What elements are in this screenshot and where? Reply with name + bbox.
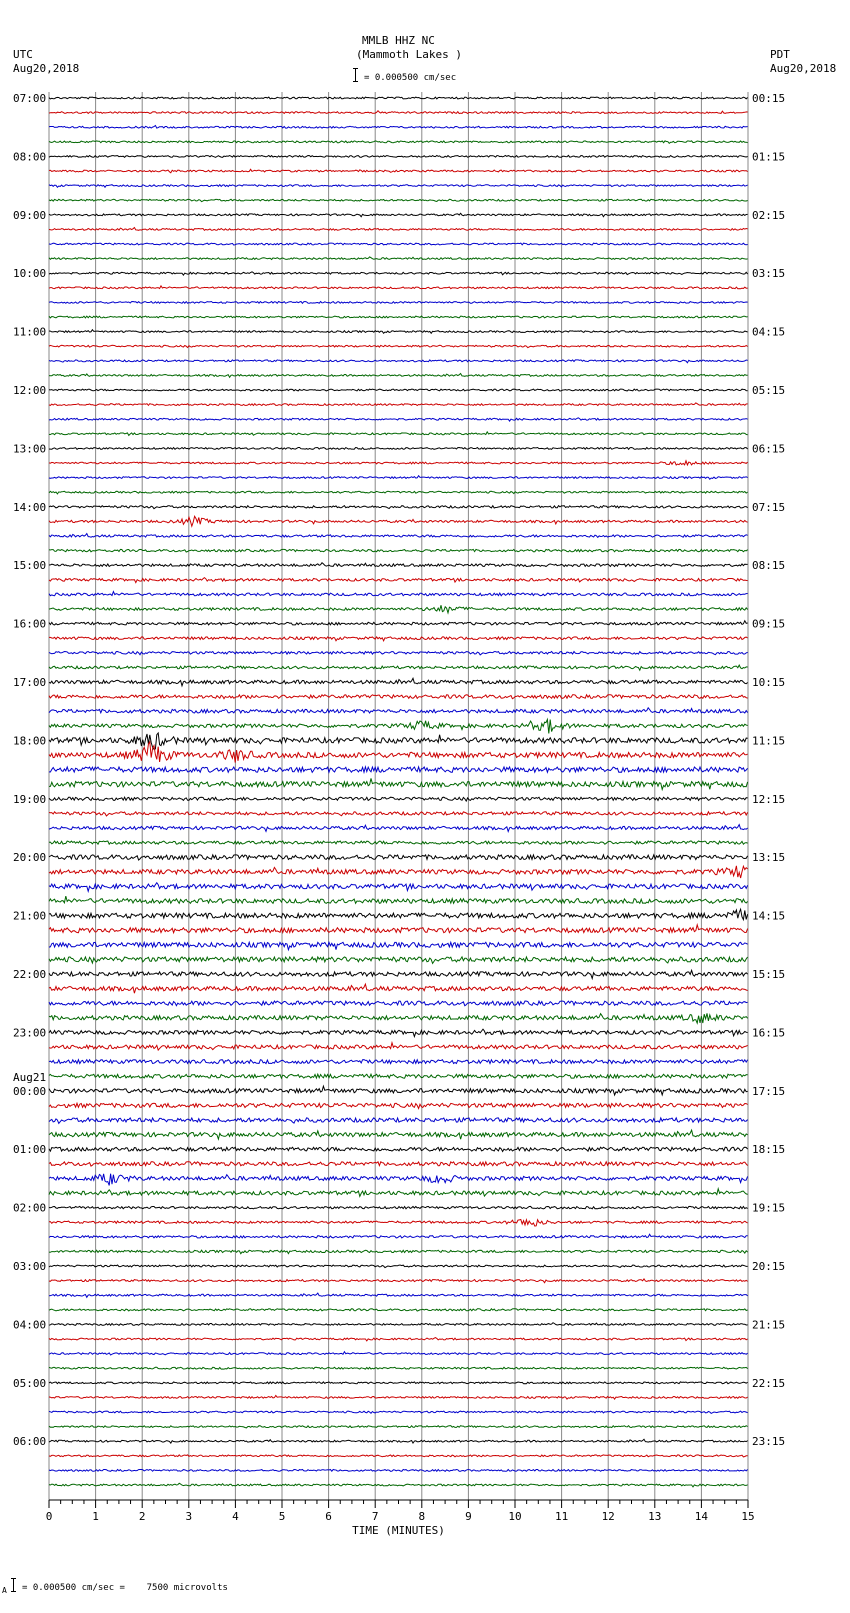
seismic-trace-23 xyxy=(49,432,748,436)
seismic-trace-88 xyxy=(49,1382,748,1384)
x-tick-label: 4 xyxy=(232,1510,239,1523)
utc-date-label: Aug20,2018 xyxy=(13,62,80,75)
seismic-trace-85 xyxy=(49,1338,748,1341)
pdt-zone-label: PDT xyxy=(770,48,790,61)
scale-label: = 0.000500 cm/sec xyxy=(364,73,457,83)
seismic-trace-46 xyxy=(49,767,748,772)
x-tick-label: 15 xyxy=(741,1510,755,1523)
seismic-trace-32 xyxy=(49,563,748,567)
seismic-trace-5 xyxy=(49,169,748,173)
utc-hour-label: 03:00 xyxy=(13,1260,47,1273)
seismic-trace-34 xyxy=(49,592,748,596)
seismic-trace-93 xyxy=(49,1455,748,1457)
utc-hour-label: 15:00 xyxy=(13,559,47,573)
seismic-trace-57 xyxy=(49,925,748,933)
seismic-trace-81 xyxy=(49,1279,748,1283)
utc-zone-label: UTC xyxy=(13,48,33,61)
seismic-trace-39 xyxy=(49,665,748,670)
seismic-trace-95 xyxy=(49,1483,748,1487)
x-tick-label: 6 xyxy=(325,1510,332,1523)
x-tick-label: 2 xyxy=(138,1510,146,1523)
seismic-trace-62 xyxy=(49,1001,748,1006)
seismic-trace-12 xyxy=(49,272,748,275)
station-title: MMLB HHZ NC xyxy=(362,34,435,47)
utc-hour-label: 20:00 xyxy=(13,851,47,865)
x-tick-label: 3 xyxy=(185,1510,193,1523)
utc-hour-label: 04:00 xyxy=(13,1318,47,1332)
seismic-trace-89 xyxy=(49,1396,748,1400)
utc-hour-label: 23:00 xyxy=(13,1026,47,1040)
seismic-trace-20 xyxy=(49,389,748,391)
seismic-trace-66 xyxy=(49,1060,748,1064)
pdt-hour-label: 15:15 xyxy=(752,968,786,981)
seismic-trace-9 xyxy=(49,228,748,231)
seismic-trace-76 xyxy=(49,1206,748,1208)
utc-hour-label: 13:00 xyxy=(13,442,47,456)
seismic-trace-40 xyxy=(49,678,748,686)
seismic-trace-35 xyxy=(49,605,748,613)
seismic-trace-59 xyxy=(49,957,748,964)
utc-hour-label: 00:00 xyxy=(13,1084,47,1098)
seismic-trace-45 xyxy=(49,742,748,763)
utc-hour-label: 01:00 xyxy=(13,1143,47,1157)
utc-hour-label: 09:00 xyxy=(13,208,47,222)
utc-hour-label: 14:00 xyxy=(13,500,47,514)
pdt-hour-label: 19:15 xyxy=(752,1201,786,1215)
utc-hour-label: 07:00 xyxy=(13,92,47,105)
seismic-trace-87 xyxy=(49,1367,748,1369)
seismic-trace-30 xyxy=(49,534,748,538)
pdt-hour-label: 05:15 xyxy=(752,384,786,397)
seismic-trace-71 xyxy=(49,1130,748,1139)
seismic-trace-51 xyxy=(49,841,748,845)
seismic-trace-90 xyxy=(49,1411,748,1413)
pdt-hour-label: 09:15 xyxy=(752,617,786,631)
seismic-trace-42 xyxy=(49,708,748,713)
seismic-trace-69 xyxy=(49,1103,748,1108)
pdt-hour-label: 01:15 xyxy=(752,150,786,164)
seismic-trace-2 xyxy=(49,126,748,129)
x-axis-label: TIME (MINUTES) xyxy=(352,1524,445,1537)
x-tick-label: 9 xyxy=(465,1510,472,1523)
x-tick-label: 0 xyxy=(45,1510,53,1523)
seismic-trace-52 xyxy=(49,855,748,860)
pdt-hour-label: 18:15 xyxy=(752,1143,786,1157)
pdt-hour-label: 00:15 xyxy=(752,92,786,105)
seismic-trace-43 xyxy=(49,719,748,733)
seismic-trace-19 xyxy=(49,374,748,378)
utc-hour-label: 08:00 xyxy=(13,150,47,164)
pdt-hour-label: 04:15 xyxy=(752,325,786,339)
utc-hour-label: 10:00 xyxy=(13,267,47,281)
seismic-trace-29 xyxy=(49,516,748,526)
utc-hour-label: 02:00 xyxy=(13,1201,47,1215)
x-tick-label: 10 xyxy=(508,1510,522,1523)
pdt-hour-label: 16:15 xyxy=(752,1026,786,1040)
x-tick-label: 13 xyxy=(648,1510,662,1523)
seismic-trace-80 xyxy=(49,1265,748,1268)
seismic-trace-6 xyxy=(49,185,748,188)
seismic-trace-26 xyxy=(49,476,748,480)
seismic-trace-72 xyxy=(49,1147,748,1151)
x-tick-label: 7 xyxy=(371,1510,379,1523)
pdt-hour-label: 17:15 xyxy=(752,1084,786,1098)
seismic-trace-79 xyxy=(49,1250,748,1254)
seismic-trace-78 xyxy=(49,1234,748,1238)
seismic-trace-53 xyxy=(49,866,748,878)
pdt-hour-label: 11:15 xyxy=(752,734,786,748)
x-tick-label: 12 xyxy=(601,1510,615,1523)
seismic-trace-28 xyxy=(49,506,748,509)
utc-hour-label: 06:00 xyxy=(13,1435,47,1449)
seismic-trace-31 xyxy=(49,549,748,552)
seismic-trace-27 xyxy=(49,491,748,494)
seismic-trace-60 xyxy=(49,970,748,978)
seismic-trace-33 xyxy=(49,578,748,583)
seismic-trace-70 xyxy=(49,1118,748,1124)
pdt-hour-label: 13:15 xyxy=(752,851,786,865)
pdt-hour-label: 20:15 xyxy=(752,1260,786,1273)
seismic-trace-82 xyxy=(49,1293,748,1297)
utc-hour-label: 12:00 xyxy=(13,384,47,397)
pdt-hour-label: 22:15 xyxy=(752,1376,786,1390)
seismic-trace-84 xyxy=(49,1323,748,1326)
pdt-hour-label: 21:15 xyxy=(752,1318,786,1332)
pdt-hour-label: 03:15 xyxy=(752,267,786,281)
seismic-trace-1 xyxy=(49,111,748,114)
seismic-trace-61 xyxy=(49,984,748,993)
seismic-trace-86 xyxy=(49,1352,748,1355)
seismic-trace-10 xyxy=(49,243,748,245)
seismic-trace-11 xyxy=(49,257,748,260)
seismic-trace-15 xyxy=(49,316,748,318)
seismic-trace-47 xyxy=(49,778,748,789)
seismic-trace-49 xyxy=(49,812,748,816)
seismic-trace-55 xyxy=(49,896,748,903)
seismic-trace-37 xyxy=(49,637,748,641)
footer-scale-bar-icon xyxy=(11,1578,16,1592)
seismic-trace-25 xyxy=(49,461,748,465)
pdt-date-label: Aug20,2018 xyxy=(770,62,837,75)
utc-hour-label: 05:00 xyxy=(13,1376,47,1390)
pdt-hour-label: 14:15 xyxy=(752,909,786,923)
seismic-trace-94 xyxy=(49,1470,748,1472)
pdt-hour-label: 08:15 xyxy=(752,559,786,573)
seismic-trace-24 xyxy=(49,448,748,450)
seismic-trace-3 xyxy=(49,141,748,143)
utc-hour-label: 19:00 xyxy=(13,792,47,806)
x-tick-label: 5 xyxy=(278,1510,286,1523)
footer-prefix: A xyxy=(2,1586,7,1595)
utc-hour-label: 21:00 xyxy=(13,909,47,923)
x-tick-label: 1 xyxy=(92,1510,99,1523)
seismic-trace-13 xyxy=(49,286,748,289)
pdt-hour-label: 10:15 xyxy=(752,676,786,689)
seismic-trace-48 xyxy=(49,797,748,801)
seismic-trace-50 xyxy=(49,825,748,832)
seismic-trace-73 xyxy=(49,1162,748,1166)
pdt-hour-label: 07:15 xyxy=(752,500,786,514)
seismic-trace-4 xyxy=(49,155,748,157)
seismic-trace-54 xyxy=(49,883,748,892)
seismic-trace-18 xyxy=(49,360,748,363)
utc-hour-label: 11:00 xyxy=(13,325,47,339)
seismic-trace-74 xyxy=(49,1174,748,1186)
scale-bar-icon xyxy=(353,68,358,82)
seismic-traces xyxy=(49,97,748,1487)
seismic-trace-38 xyxy=(49,652,748,655)
seismic-trace-21 xyxy=(49,403,748,406)
utc-hour-label: 17:00 xyxy=(13,676,47,689)
seismic-trace-91 xyxy=(49,1426,748,1428)
seismic-trace-0 xyxy=(49,97,748,99)
seismic-trace-65 xyxy=(49,1043,748,1050)
pdt-hour-label: 06:15 xyxy=(752,442,786,456)
x-tick-label: 11 xyxy=(554,1510,569,1523)
seismic-trace-83 xyxy=(49,1309,748,1311)
time-axis xyxy=(46,1500,755,1537)
date-change-label: Aug21 xyxy=(13,1070,47,1084)
utc-hour-label: 22:00 xyxy=(13,968,47,981)
seismic-trace-92 xyxy=(49,1439,748,1443)
seismic-trace-56 xyxy=(49,909,748,919)
seismic-trace-8 xyxy=(49,213,748,216)
seismic-trace-22 xyxy=(49,418,748,421)
seismic-trace-63 xyxy=(49,1013,748,1023)
seismic-trace-58 xyxy=(49,942,748,949)
seismic-trace-77 xyxy=(49,1220,748,1227)
seismic-trace-36 xyxy=(49,621,748,625)
seismic-trace-41 xyxy=(49,695,748,699)
x-tick-label: 14 xyxy=(694,1510,709,1523)
seismic-trace-67 xyxy=(49,1074,748,1078)
location-title: (Mammoth Lakes ) xyxy=(356,48,462,61)
seismic-trace-64 xyxy=(49,1029,748,1036)
seismic-trace-68 xyxy=(49,1086,748,1095)
pdt-hour-label: 12:15 xyxy=(752,792,786,806)
seismic-trace-16 xyxy=(49,330,748,334)
footer-scale-note: = 0.000500 cm/sec = 7500 microvolts xyxy=(22,1583,228,1593)
utc-hour-label: 16:00 xyxy=(13,617,47,631)
utc-hour-label: 18:00 xyxy=(13,734,47,748)
pdt-hour-label: 02:15 xyxy=(752,208,786,222)
seismic-trace-17 xyxy=(49,345,748,347)
x-tick-label: 8 xyxy=(418,1510,426,1523)
seismic-trace-7 xyxy=(49,199,748,201)
seismic-trace-75 xyxy=(49,1189,748,1197)
pdt-hour-label: 23:15 xyxy=(752,1435,786,1449)
seismic-trace-14 xyxy=(49,302,748,304)
